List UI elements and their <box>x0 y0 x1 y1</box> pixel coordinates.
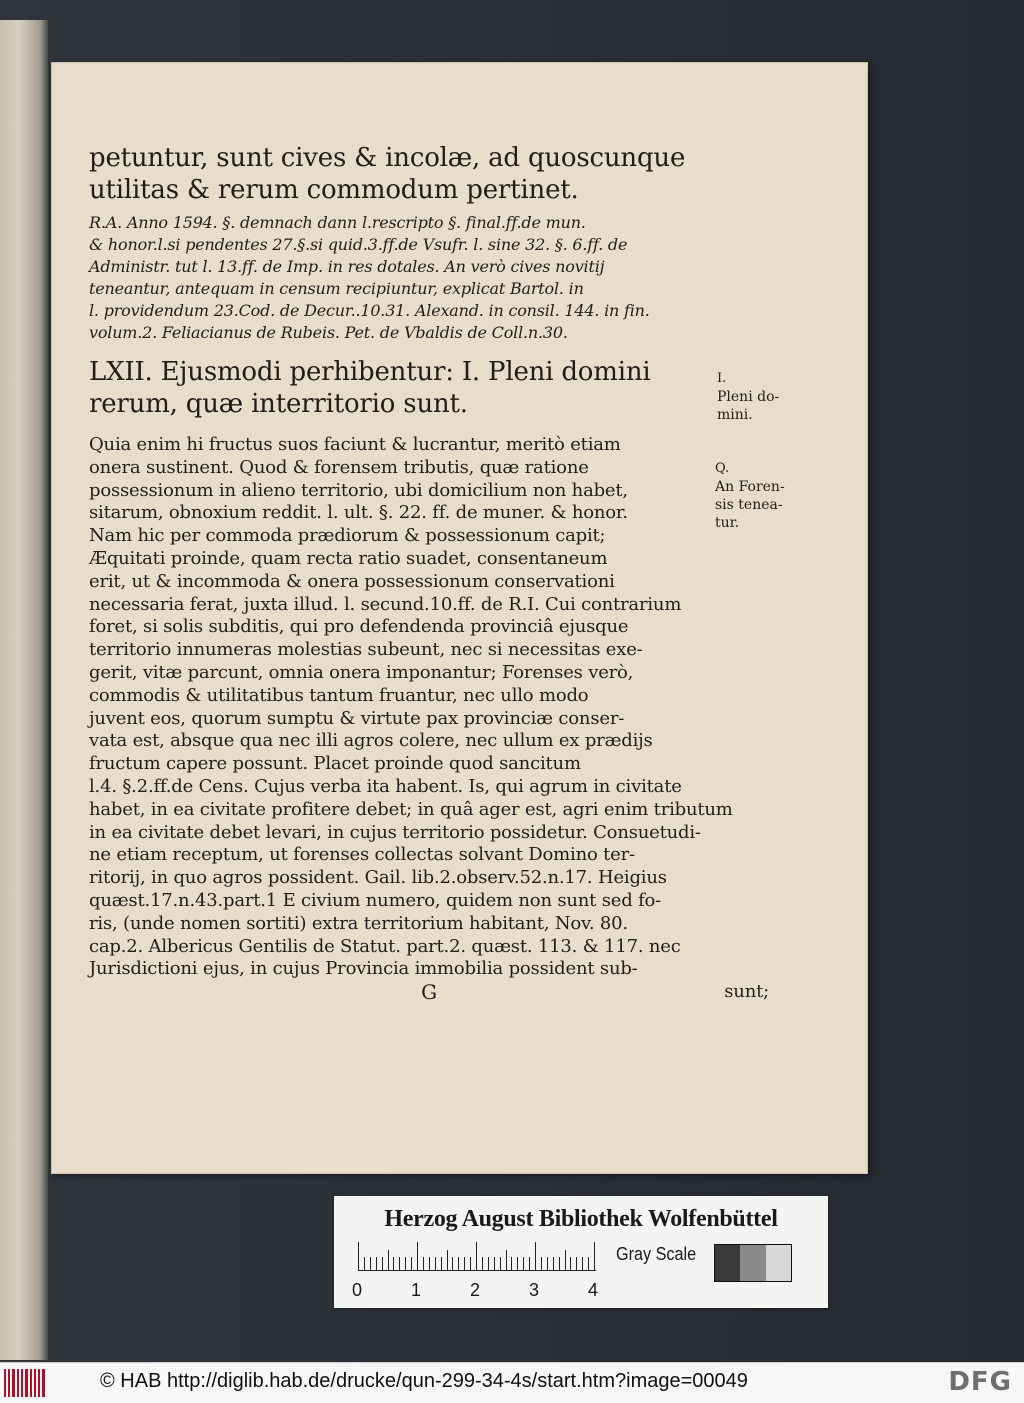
margin-note-number: I. <box>717 371 727 386</box>
body-line: Jurisdictioni ejus, in cujus Provincia immobilia possident sub- <box>89 958 638 980</box>
gray-patch <box>715 1245 740 1281</box>
ruler-number: 4 <box>588 1280 599 1300</box>
ruler-tick <box>417 1242 418 1270</box>
facing-page-edge <box>0 20 48 1360</box>
ruler-tick <box>482 1257 483 1270</box>
body-line: gerit, vitæ parcunt, omnia onera imponantur; Forenses verò, <box>89 661 634 683</box>
source-url-link[interactable]: © HAB http://diglib.hab.de/drucke/qun-299-34-4s/start.htm?image=00049 <box>100 1370 748 1392</box>
margin-note-text: mini. <box>717 407 753 423</box>
body-paragraph <box>89 434 769 981</box>
body-line: ne etiam receptum, ut forenses collectas solvant Domino ter- <box>89 844 635 866</box>
body-line: territorio innumeras molestias subeunt, nec si necessitas exe- <box>89 639 643 661</box>
ruler-tick <box>488 1257 489 1270</box>
body-line: Æquitati proinde, quam recta ratio suadet, consentaneum <box>89 547 608 569</box>
page-text <box>89 142 769 1003</box>
margin-note-text: sis tenea- <box>715 497 783 513</box>
ruler-number: 0 <box>352 1280 363 1300</box>
section-heading: LXII. Ejusmodi perhibentur: I. Pleni domini <box>89 357 651 387</box>
library-name: Herzog August Bibliothek Wolfenbüttel <box>384 1206 778 1232</box>
ruler-tick <box>452 1257 453 1270</box>
viewer-footer <box>0 1362 1024 1403</box>
ruler-tick <box>405 1257 406 1270</box>
margin-note-text: Pleni do- <box>717 389 780 405</box>
citation-line: volum.2. Feliacianus de Rubeis. Pet. de Vbaldis de Coll.n.30. <box>89 323 568 342</box>
body-line: commodis & utilitatibus tantum fruantur, nec ullo modo <box>89 684 589 706</box>
scale-ruler <box>358 1242 596 1271</box>
body-line: cap.2. Albericus Gentilis de Statut. part.2. quæst. 113. & 117. nec <box>89 935 681 957</box>
ruler-tick <box>411 1257 412 1270</box>
ruler-tick <box>559 1257 560 1270</box>
body-line: juvent eos, quorum sumptu & virtute pax provinciæ conser- <box>89 707 625 729</box>
barcode-icon <box>4 1369 46 1397</box>
ruler-tick <box>470 1257 471 1270</box>
ruler-tick <box>441 1257 442 1270</box>
body-line: in ea civitate debet levari, in cujus territorio possidetur. Consuetudi- <box>89 821 701 843</box>
catchword: sunt; <box>724 981 769 1003</box>
ruler-tick <box>535 1242 536 1270</box>
margin-note-text: tur. <box>715 515 740 531</box>
ruler-tick <box>576 1257 577 1270</box>
ruler-tick <box>500 1257 501 1270</box>
body-line: vata est, absque qua nec illi agros colere, nec ullum ex prædijs <box>89 730 653 752</box>
ruler-tick <box>506 1250 507 1270</box>
body-line: onera sustinent. Quod & forensem tributis, quæ ratione <box>89 456 589 478</box>
margin-note-number: Q. <box>715 461 730 476</box>
ruler-tick <box>588 1257 589 1270</box>
ruler-tick <box>523 1257 524 1270</box>
ruler-tick <box>382 1257 383 1270</box>
body-line: habet, in ea civitate profitere debet; in quâ ager est, agri enim tributum <box>89 798 733 820</box>
margin-note-forensis <box>715 460 789 532</box>
ruler-tick <box>494 1257 495 1270</box>
text-line: petuntur, sunt cives & incolæ, ad quoscunque <box>89 143 686 173</box>
margin-note-text: An Foren- <box>715 479 785 495</box>
ruler-tick <box>594 1242 595 1270</box>
ruler-tick <box>529 1257 530 1270</box>
citation-line: teneantur, antequam in censum recipiuntur, explicat Bartol. in <box>89 279 584 298</box>
citation-line: Administr. tut l. 13.ff. de Imp. in res dotales. An verò cives novitij <box>89 257 605 276</box>
ruler-tick <box>370 1257 371 1270</box>
body-line: possessionum in alieno territorio, ubi domicilium non habet, <box>89 479 628 501</box>
ruler-tick <box>565 1250 566 1270</box>
ruler-tick <box>376 1257 377 1270</box>
gray-patch <box>740 1245 765 1281</box>
ruler-tick <box>388 1250 389 1270</box>
ruler-tick <box>393 1257 394 1270</box>
margin-note-pleni-domini <box>717 370 786 424</box>
body-line: erit, ut & incommoda & onera possessionum conservationi <box>89 570 615 592</box>
ruler-tick <box>582 1257 583 1270</box>
ruler-tick <box>464 1257 465 1270</box>
ruler-tick <box>547 1257 548 1270</box>
ruler-tick <box>541 1257 542 1270</box>
body-line: l.4. §.2.ff.de Cens. Cujus verba ita habent. Is, qui agrum in civitate <box>89 775 682 797</box>
body-line: Quia enim hi fructus suos faciunt & lucrantur, meritò etiam <box>89 434 621 455</box>
citation-line: l. providendum 23.Cod. de Decur..10.31. Alexand. in consil. 144. in fin. <box>89 301 650 320</box>
body-line: quæst.17.n.43.part.1 E civium numero, quidem non sunt sed fo- <box>89 889 662 911</box>
ruler-tick <box>517 1257 518 1270</box>
section-heading: rerum, quæ interritorio sunt. <box>89 389 468 419</box>
book-page <box>51 62 868 1174</box>
ruler-tick <box>570 1257 571 1270</box>
ruler-number: 2 <box>470 1280 481 1300</box>
ruler-tick <box>358 1242 359 1270</box>
body-line: fructum capere possunt. Placet proinde quod sancitum <box>89 753 581 775</box>
citation-line: & honor.l.si pendentes 27.§.si quid.3.ff.de Vsufr. l. sine 32. §. 6.ff. de <box>89 235 628 254</box>
ruler-tick <box>476 1242 477 1270</box>
ruler-numbers <box>352 1280 612 1304</box>
ruler-tick <box>511 1257 512 1270</box>
text-line: utilitas & rerum commodum pertinet. <box>89 175 579 205</box>
body-line: ritorij, in quo agros possident. Gail. lib.2.observ.52.n.17. Heigius <box>89 867 667 889</box>
color-target-card <box>334 1196 828 1308</box>
dfg-logo: DFG <box>948 1367 1012 1397</box>
gray-scale-patches <box>714 1244 792 1282</box>
body-line: necessaria ferat, juxta illud. l. secund.10.ff. de R.I. Cui contrarium <box>89 593 682 615</box>
ruler-tick <box>399 1257 400 1270</box>
signature-mark: G <box>421 980 437 1005</box>
body-line: sitarum, obnoxium reddit. l. ult. §. 22. ff. de muner. & honor. <box>89 502 628 524</box>
gray-patch <box>766 1245 791 1281</box>
ruler-tick <box>447 1250 448 1270</box>
ruler-number: 1 <box>411 1280 422 1300</box>
ruler-tick <box>553 1257 554 1270</box>
ruler-tick <box>429 1257 430 1270</box>
body-line: Nam hic per commoda prædiorum & possessionum capit; <box>89 525 606 547</box>
ruler-number: 3 <box>529 1280 540 1300</box>
ruler-tick <box>458 1257 459 1270</box>
ruler-tick <box>435 1257 436 1270</box>
body-line: foret, si solis subditis, qui pro defendenda provinciâ ejusque <box>89 616 629 638</box>
ruler-tick <box>423 1257 424 1270</box>
body-line: ris, (unde nomen sortiti) extra territorium habitant, Nov. 80. <box>89 912 628 934</box>
gray-scale-label: Gray Scale <box>616 1244 697 1264</box>
ruler-tick <box>364 1257 365 1270</box>
citation-line: R.A. Anno 1594. §. demnach dann l.rescripto §. final.ff.de mun. <box>89 213 586 232</box>
